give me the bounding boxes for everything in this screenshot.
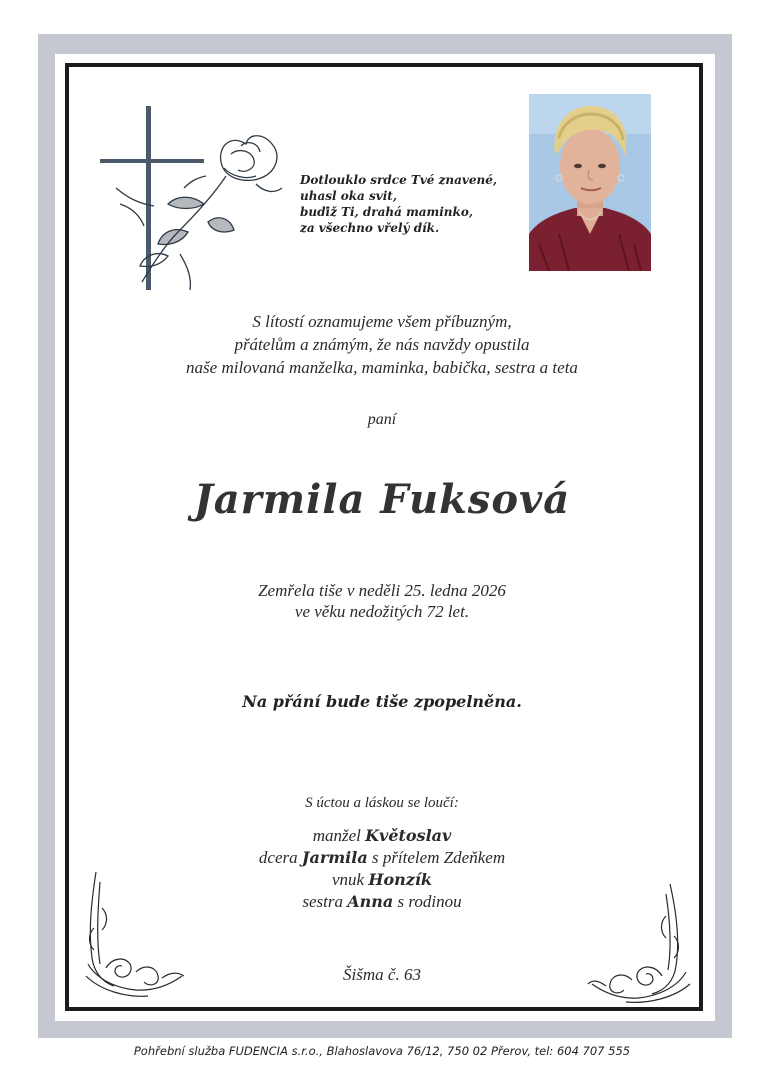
- title-word: paní: [367, 411, 397, 428]
- address: Šišma č. 63: [343, 965, 421, 984]
- death-info-line: Zemřela tiše v neděli 25. ledna 2026: [258, 581, 506, 600]
- farewell-intro: S úctou a láskou se loučí:: [305, 795, 459, 811]
- verse-line: za všechno vřelý dík.: [300, 221, 440, 235]
- mourner-line: [110, 847, 654, 869]
- mourner-extra: s přítelem Zdeňkem: [367, 848, 506, 867]
- portrait-photo: [529, 94, 651, 271]
- mourner-name: Jarmila: [301, 848, 368, 867]
- announcement-line: naše milovaná manželka, maminka, babička, sestra a teta: [186, 358, 578, 377]
- death-info-line: ve věku nedožitých 72 let.: [294, 602, 470, 621]
- memorial-verse: [300, 172, 520, 236]
- cremation-note: Na přání bude tiše zpopelněna.: [242, 692, 522, 711]
- corner-ornament-left-icon: [78, 868, 188, 1003]
- verse-line: Dotlouklo srdce Tvé znavené,: [300, 173, 498, 187]
- mourner-relation: manžel: [312, 826, 366, 845]
- mourner-extra: s rodinou: [393, 892, 462, 911]
- funeral-service-footer: Pohřební služba FUDENCIA s.r.o., Blahoslavova 76/12, 750 02 Přerov, tel: 604 707 555: [133, 1044, 631, 1058]
- verse-line: buďiž Ti, drahá maminko,: [300, 205, 474, 219]
- mourner-relation: vnuk: [331, 870, 369, 889]
- mourners-list: [110, 825, 654, 913]
- mourner-line: [110, 891, 654, 913]
- mourner-relation: sestra: [302, 892, 348, 911]
- mourner-name: Anna: [347, 892, 394, 911]
- announcement-line: S lítostí oznamujeme všem příbuzným,: [252, 312, 512, 331]
- cross-rose-icon: [96, 104, 286, 299]
- verse-line: uhasl oka svit,: [300, 189, 397, 203]
- announcement-text: [110, 310, 654, 379]
- mourner-relation: dcera: [258, 848, 302, 867]
- mourner-name: Květoslav: [365, 826, 452, 845]
- mourner-name: Honzík: [368, 870, 432, 889]
- deceased-name: Jarmila Fuksová: [193, 476, 571, 523]
- mourner-line: [110, 869, 654, 891]
- mourner-line: [110, 825, 654, 847]
- announcement-line: přátelům a známým, že nás navždy opustila: [234, 335, 530, 354]
- death-info: [110, 580, 654, 622]
- corner-ornament-right-icon: [586, 880, 696, 1005]
